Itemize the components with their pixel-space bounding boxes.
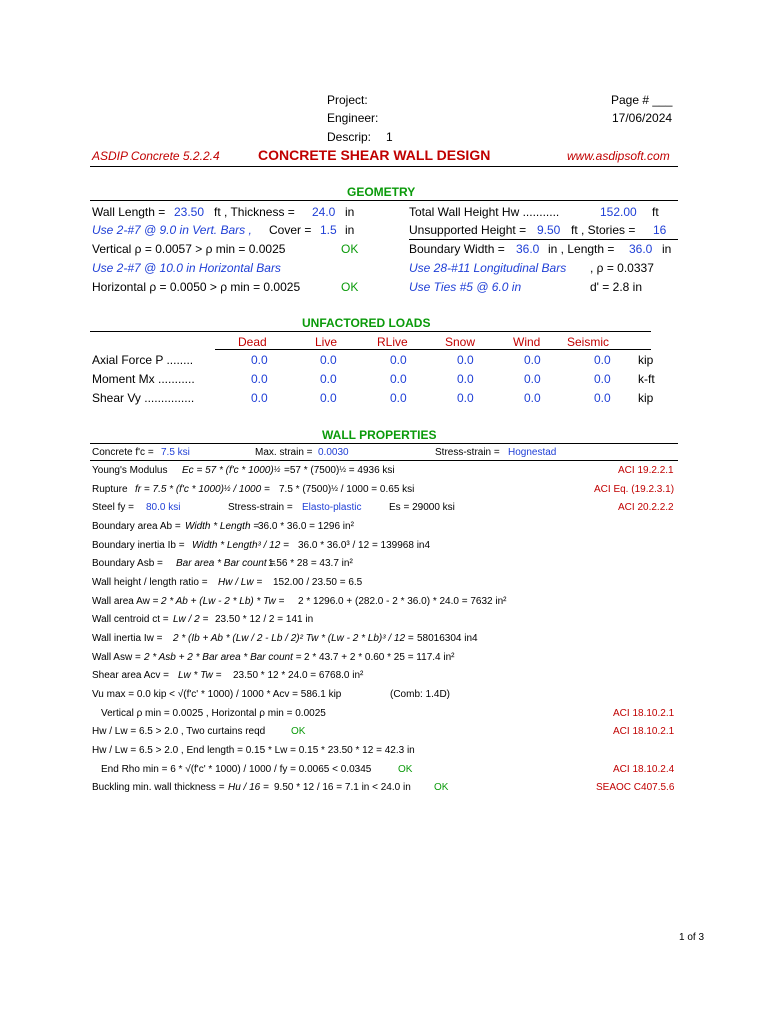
asb-formula: Bar area * Bar count = [176, 558, 276, 569]
ib-formula: Width * Length³ / 12 = [192, 540, 289, 551]
thickness-unit: in [345, 205, 355, 219]
long-rho: , ρ = 0.0337 [590, 261, 654, 275]
asw-formula: 2 * Asb + 2 * Bar area * Bar count = [144, 652, 302, 663]
doc-title: CONCRETE SHEAR WALL DESIGN [258, 147, 491, 163]
buckling-formula: Hu / 16 = [228, 782, 269, 793]
max-strain-value[interactable]: 0.0030 [318, 447, 349, 458]
header-divider [90, 166, 678, 167]
total-height-value[interactable]: 152.00 [600, 205, 637, 219]
fc-label: Concrete f'c = [92, 447, 154, 458]
total-height-unit: ft [652, 205, 659, 219]
aci-ref: ACI Eq. (19.2.3.1) [594, 484, 675, 495]
geometry-divider [90, 200, 678, 201]
load-value[interactable]: 0.0 [390, 372, 407, 386]
cover-label: Cover = [269, 223, 312, 237]
load-value[interactable]: 0.0 [320, 372, 337, 386]
buckling-calc: 9.50 * 12 / 16 = 7.1 in < 24.0 in [274, 782, 411, 793]
rupture-calc: $7.5 * (7500)^{\frac{1}{2}} / 1000 = 0.65$ ksi [279, 484, 415, 495]
buckling-label: Buckling min. wall thickness = [92, 782, 225, 793]
props-title: WALL PROPERTIES [322, 428, 437, 442]
asb-label: Boundary Asb = [92, 558, 163, 569]
load-unit: kip [638, 353, 654, 367]
load-unit: k-ft [638, 372, 655, 386]
date: 17/06/2024 [612, 111, 673, 125]
d-prime: d' = 2.8 in [590, 280, 642, 294]
load-value[interactable]: 0.0 [251, 372, 268, 386]
aci-ref: ACI 18.10.2.4 [613, 764, 675, 775]
max-strain-label: Max. strain = [255, 447, 313, 458]
aw-label: Wall area Aw = [92, 596, 159, 607]
ss2-value[interactable]: Elasto-plastic [302, 502, 362, 513]
aci-ref: ACI 18.10.2.1 [613, 708, 675, 719]
col-live: Live [315, 335, 338, 349]
ss-value[interactable]: Hognestad [508, 447, 557, 458]
boundary-length-value[interactable]: 36.0 [629, 242, 653, 256]
ss2-label: Stress-strain = [228, 502, 293, 513]
vert-rho-ok: OK [341, 242, 359, 256]
fy-label: Steel fy = [92, 502, 134, 513]
end-length: Hw / Lw = 6.5 > 2.0 , End length = 0.15 * Lw = 0.15 * 23.50 * 12 = 42.3 in [92, 745, 415, 756]
iw-formula: 2 * (Ib + Ab * (Lw / 2 - Lb / 2)² Tw * (Lw - 2 * Lb)³ / 12 = [173, 633, 414, 644]
boundary-length-unit: in [662, 242, 672, 256]
load-value[interactable]: 0.0 [390, 391, 407, 405]
es-value: Es = 29000 ksi [389, 502, 455, 513]
vu-comb: (Comb: 1.4D) [390, 689, 451, 700]
load-row-label: Moment Mx ........... [92, 372, 195, 386]
boundary-length-label: in , Length = [548, 242, 615, 256]
curtains-check: Hw / Lw = 6.5 > 2.0 , Two curtains reqd [92, 726, 266, 737]
load-value[interactable]: 0.0 [251, 353, 268, 367]
boundary-width-value[interactable]: 36.0 [516, 242, 540, 256]
col-snow: Snow [445, 335, 476, 349]
aci-ref: ACI 19.2.2.1 [618, 465, 674, 476]
engineer-label: Engineer: [327, 111, 379, 125]
col-wind: Wind [513, 335, 541, 349]
load-value[interactable]: 0.0 [320, 391, 337, 405]
wall-length-value[interactable]: 23.50 [174, 205, 205, 219]
asb-calc: 1.56 * 28 = 43.7 in² [268, 558, 353, 569]
geometry-title: GEOMETRY [347, 185, 416, 199]
ib-label: Boundary inertia Ib = [92, 540, 185, 551]
ct-calc: 23.50 * 12 / 2 = 141 in [215, 614, 314, 625]
young-label: Young's Modulus [92, 465, 168, 476]
load-value[interactable]: 0.0 [457, 372, 474, 386]
project-label: Project: [327, 93, 368, 107]
iw-calc: 58016304 in4 [417, 633, 478, 644]
wall-length-label: Wall Length = [92, 205, 166, 219]
load-row-label: Shear Vy ............... [92, 391, 195, 405]
load-row-label: Axial Force P ........ [92, 353, 194, 367]
load-value[interactable]: 0.0 [251, 391, 268, 405]
app-name: ASDIP Concrete 5.2.2.4 [92, 149, 220, 163]
ratio-label: Wall height / length ratio = [92, 577, 208, 588]
vert-bars: Use 2-#7 @ 9.0 in Vert. Bars , [92, 223, 252, 237]
asw-label: Wall Asw = [92, 652, 141, 663]
acv-calc: 23.50 * 12 * 24.0 = 6768.0 in² [233, 670, 364, 681]
thickness-value[interactable]: 24.0 [312, 205, 336, 219]
loads-divider-header [215, 349, 651, 350]
page-number: Page # ___ [611, 93, 673, 107]
load-value[interactable]: 0.0 [390, 353, 407, 367]
ss-label: Stress-strain = [435, 447, 500, 458]
unsupported-value[interactable]: 9.50 [537, 223, 561, 237]
vu-check: Vu max = 0.0 kip < √(f'c' * 1000) / 1000 * Acv = 586.1 kip [92, 689, 342, 700]
end-rho: End Rho min = 6 * √(f'c' * 1000) / 1000 / fy = 0.0065 < 0.0345 [101, 764, 372, 775]
ab-calc: 36.0 * 36.0 = 1296 in² [258, 521, 354, 532]
rupture-formula: fr = 7.5 * (f'c * 1000)$^{\frac{1}{2}}$ / 1000 = [135, 484, 270, 495]
load-value[interactable]: 0.0 [320, 353, 337, 367]
ratio-formula: Hw / Lw = [218, 577, 263, 588]
thickness-label: ft , Thickness = [214, 205, 295, 219]
stories-label: ft , Stories = [571, 223, 636, 237]
col-seismic: Seismic [567, 335, 610, 349]
ib-calc: 36.0 * 36.0³ / 12 = 139968 in4 [298, 540, 431, 551]
horiz-bars: Use 2-#7 @ 10.0 in Horizontal Bars [92, 261, 281, 275]
ct-formula: Lw / 2 = [173, 614, 209, 625]
acv-formula: Lw * Tw = [178, 670, 222, 681]
unsupported-label: Unsupported Height = [409, 223, 527, 237]
page-footer: 1 of 3 [679, 932, 705, 943]
ratio-calc: 152.00 / 23.50 = 6.5 [273, 577, 363, 588]
aci-ref: ACI 18.10.2.1 [613, 726, 675, 737]
stories-value[interactable]: 16 [653, 223, 667, 237]
ab-label: Boundary area Ab = [92, 521, 181, 532]
young-formula: Ec = 57 * (f'c * 1000)$^{\frac{1}{2}}$ [182, 465, 281, 476]
descrip-value: 1 [386, 130, 393, 144]
load-value[interactable]: 0.0 [594, 353, 611, 367]
vert-rho: Vertical ρ = 0.0057 > ρ min = 0.0025 [92, 242, 286, 256]
unsupported-underline [409, 239, 678, 240]
ct-label: Wall centroid ct = [92, 614, 169, 625]
fy-value[interactable]: 80.0 ksi [146, 502, 181, 513]
load-value[interactable]: 0.0 [524, 353, 541, 367]
load-value[interactable]: 0.0 [594, 372, 611, 386]
col-dead: Dead [238, 335, 267, 349]
fc-value[interactable]: 7.5 ksi [161, 447, 190, 458]
loads-title: UNFACTORED LOADS [302, 316, 431, 330]
buckling-ok: OK [434, 782, 449, 793]
long-bars: Use 28-#11 Longitudinal Bars [409, 261, 567, 275]
rupture-label: Rupture [92, 484, 128, 495]
iw-label: Wall inertia Iw = [92, 633, 163, 644]
cover-value[interactable]: 1.5 [320, 223, 337, 237]
rho-min: Vertical ρ min = 0.0025 , Horizontal ρ min = 0.0025 [101, 708, 326, 719]
young-calc: $=57 * (7500)^{\frac{1}{2}} = 4936$ ksi [284, 465, 395, 476]
descrip-label: Descrip: [327, 130, 372, 144]
horiz-rho: Horizontal ρ = 0.0050 > ρ min = 0.0025 [92, 280, 301, 294]
end-rho-ok: OK [398, 764, 413, 775]
load-value[interactable]: 0.0 [457, 353, 474, 367]
seaoc-ref: SEAOC C407.5.6 [596, 782, 675, 793]
horiz-rho-ok: OK [341, 280, 359, 294]
cover-unit: in [345, 223, 355, 237]
total-height-label: Total Wall Height Hw ........... [409, 205, 560, 219]
props-divider-2 [90, 460, 678, 461]
load-unit: kip [638, 391, 654, 405]
asw-calc: 2 * 43.7 + 2 * 0.60 * 25 = 117.4 in² [304, 652, 455, 663]
aw-formula: 2 * Ab + (Lw - 2 * Lb) * Tw = [161, 596, 285, 607]
ab-formula: Width * Length = [185, 521, 260, 532]
aw-calc: 2 * 1296.0 + (282.0 - 2 * 36.0) * 24.0 = 7632 in² [298, 596, 507, 607]
loads-divider-top [90, 331, 651, 332]
props-divider [90, 443, 678, 444]
col-rlive: RLive [377, 335, 408, 349]
acv-label: Shear area Acv = [92, 670, 169, 681]
curtains-ok: OK [291, 726, 306, 737]
load-value[interactable]: 0.0 [524, 372, 541, 386]
aci-ref: ACI 20.2.2.2 [618, 502, 674, 513]
load-value[interactable]: 0.0 [524, 391, 541, 405]
boundary-width-label: Boundary Width = [409, 242, 505, 256]
load-value[interactable]: 0.0 [457, 391, 474, 405]
website-link[interactable]: www.asdipsoft.com [567, 149, 670, 163]
load-value[interactable]: 0.0 [594, 391, 611, 405]
ties: Use Ties #5 @ 6.0 in [409, 280, 522, 294]
